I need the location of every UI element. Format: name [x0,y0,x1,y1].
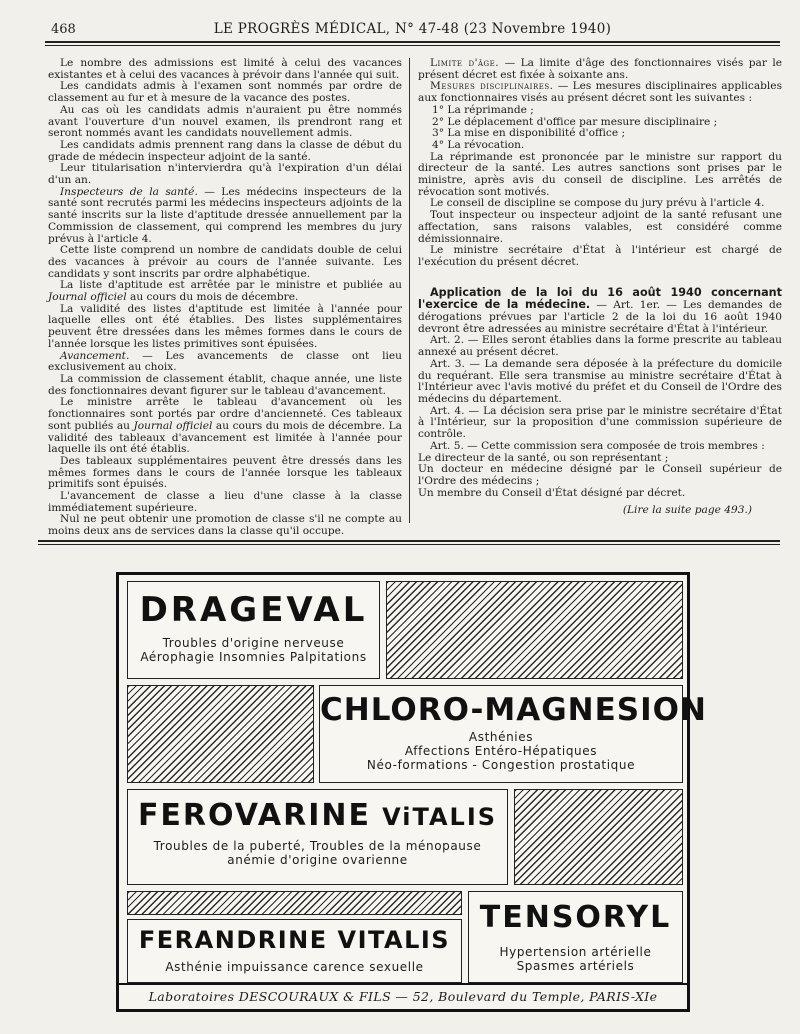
indication: anémie d'origine ovarienne [227,853,408,867]
ad-ferovarine [127,789,508,885]
paragraph: Un docteur en médecine désigné par le Conseil supérieur de l'Ordre des médecins ; [418,463,782,487]
paragraph: Nul ne peut obtenir une promotion de classe s'il ne compte au moins deux ans de services dans la classe qu'il occupe. [48,513,402,538]
brand-name: FEROVARINE [137,798,371,833]
article-heading: Application de la loi du 16 août 1940 concernant l'exercice de la médecine. [418,285,782,312]
paragraph: Art. 3. — La demande sera déposée à la préfecture du domicile du requérant. Elle sera transmise au ministre secrétaire d'État à l'Intérieur avec l'avis motivé du préfet et du Conseil de l'Ordre des médecins du département. [418,357,782,405]
paragraph: Le directeur de la santé, ou son représentant ; [418,451,669,464]
section-heading: Avancement. [60,349,130,362]
brand-name: TENSORYL [479,900,672,935]
paragraph: Tout inspecteur ou inspecteur adjoint de la santé refusant une affectation, sans raisons valables, est considéré comme démissionnaire. [418,209,782,245]
indication: Asthénie impuissance carence sexuelle [165,960,424,974]
paragraph-text: — Les mesures disciplinaires applicables aux fonctionnaires visés au présent décret sont les suivantes : [418,80,783,105]
paragraph: Cette liste comprend un nombre de candidats double de celui des vacances à prévoir au cours de l'année suivante. Les candidats y sont inscrits par ordre alphabétique. [48,244,402,280]
paragraph: Les candidats admis à l'examen sont nommés par ordre de classement au fur et à mesure de la vacance des postes. [48,80,402,105]
paragraph [48,187,402,246]
paragraph: Leur titularisation n'intervierdra qu'à l'expiration d'un délai d'un an. [48,162,402,187]
page-number: 468 [51,22,76,37]
paragraph-text: au cours du mois de décembre. La validité des tableaux d'avancement est limitée à l'année pour laquelle ils ont été établis. [48,419,402,456]
paragraph: Art. 5. — Cette commission sera composée de trois membres : [430,439,765,452]
paragraph: Le nombre des admissions est limité à celui des vacances existantes et à celui des vacances à prévoir dans l'année qui suit. [48,57,402,81]
ad-chloro-magnesion [319,685,707,783]
paragraph: Le conseil de discipline se compose du jury prévu à l'article 4. [430,197,765,210]
paragraph [48,397,402,456]
paragraph: Un membre du Conseil d'État désigné par décret. [418,486,686,499]
brand-name: FERANDRINE VITALIS [138,926,451,954]
journal-reference: Journal officiel [133,419,213,432]
paragraph [418,58,782,81]
paragraph: Au cas où les candidats admis n'auraient pu être nommés avant l'ouverture d'un nouvel examen, ils prendront rang et seront nommés avant les candidats nouvellement admis. [48,103,402,140]
paragraph [48,280,402,303]
ad-drageval [127,581,380,679]
section-heading: Limite d'âge. [430,57,500,69]
paragraph: Art. 2. — Elles seront établies dans la forme prescrite au tableau annexé au présent décret. [418,334,782,359]
paragraph-text: — Les médecins inspecteurs de la santé sont recrutés parmi les médecins inspecteurs adjoints de la santé inscrits sur la liste d'aptitude dressée annuellement par la Commission de classement, qui comprend les membres du jury prévus à l'article 4. [48,185,402,245]
list-item: 3° La mise en disponibilité d'office ; [432,127,626,140]
section-heading: Inspecteurs de la santé. [60,185,198,198]
paragraph-text: — Art. 1er. — Les demandes de dérogations prévues par l'article 2 de la loi du 16 août 1940 devront être adressées au ministre secrétaire d'État à l'intérieur. [418,299,782,335]
indication: Troubles de la puberté, Troubles de la ménopause [153,839,482,853]
paragraph [418,287,782,336]
paragraph: Art. 4. — La décision sera prise par le ministre secrétaire d'État à l'Intérieur, sur la proposition d'une commission supérieure de contrôle. [418,404,782,441]
header-rule [45,41,780,43]
ad-tensoryl [468,891,683,983]
paragraph: La commission de classement établit, chaque année, une liste des fonctionnaires devant figurer sur le tableau d'avancement. [48,372,402,397]
advertisement [116,572,707,1012]
indication: Spasmes artériels [516,959,635,973]
paragraph-text: La liste d'aptitude est arrêtée par le ministre et publiée au [60,279,402,292]
indication: Hypertension artérielle [499,945,652,959]
paragraph-text: — Les avancements de classe ont lieu exclusivement au choix. [48,349,402,374]
indication: Troubles d'origine nerveuse [162,636,345,650]
wave-pattern [127,685,314,783]
brand-line [128,798,507,833]
continuation-note: (Lire la suite page 493.) [622,504,752,517]
indication: Aérophagie Insomnies Palpitations [140,650,367,664]
paragraph: Des tableaux supplémentaires peuvent être dressés dans les mêmes formes dans le cours de l'année lorsque les tableaux primitifs sont épuisés. [48,454,402,491]
indication: Néo-formations - Congestion prostatique [366,758,636,772]
paragraph-text: au cours du mois de décembre. [126,291,299,304]
right-column [418,58,782,517]
wave-pattern [514,789,683,885]
paragraph: Les candidats admis prennent rang dans la classe de début du grade de médecin inspecteur adjoint de la santé. [48,138,402,163]
list-item: 4° La révocation. [432,138,525,151]
list-item: 1° La réprimande ; [432,103,534,116]
header-rule-thin [45,45,780,46]
wave-pattern [127,891,462,915]
paragraph: La réprimande est prononcée par le ministre sur rapport du directeur de la santé. Les autres sanctions sont prises par le ministre, après avis du conseil de discipline. Les arrêtés de révocation sont motivés. [418,150,782,198]
paragraph [418,81,782,104]
paragraph-text: — La limite d'âge des fonctionnaires visés par le présent décret est fixée à soixante ans. [418,57,782,81]
paragraph: La validité des listes d'aptitude est limitée à l'année pour laquelle elles ont été établies. Des listes supplémentaires peuvent être dressées dans les mêmes formes dans le cours de l'année lorsque les listes primitives sont épuisées. [48,302,402,350]
brand-name: CHLORO-MAGNESION [320,692,707,728]
column-separator [409,58,410,523]
journal-reference: Journal officiel [48,291,127,304]
ad-footer: Laboratoires DESCOURAUX & FILS — 52, Boulevard du Temple, PARIS-XIe [119,983,687,1009]
indication: Affections Entéro-Hépatiques [404,744,598,758]
paragraph-text: Le ministre arrête le tableau d'avancement où les fonctionnaires sont portés par ordre d'ancienneté. Ces tableaux sont publiés au [48,396,402,432]
ad-ferandrine [127,919,462,983]
left-column [48,58,402,538]
indication: Asthénies [468,730,534,744]
brand-name: DRAGEVAL [139,590,368,630]
brand-name-suffix: ViTALIS [382,803,498,831]
section-rule-thin [38,544,780,545]
journal-title: LE PROGRÈS MÉDICAL, N° 47-48 (23 Novembre 1940) [213,21,612,37]
page-header [45,16,780,40]
paragraph: Le ministre secrétaire d'État à l'intérieur est chargé de l'exécution du présent décret. [418,244,782,268]
paragraph: L'avancement de classe a lieu d'une classe à la classe immédiatement supérieure. [48,490,402,514]
section-rule [38,540,780,542]
list-item: 2° Le déplacement d'office par mesure disciplinaire ; [432,115,718,128]
paragraph [48,351,402,374]
wave-pattern [386,581,683,679]
section-heading: Mesures disciplinaires. [430,80,554,93]
